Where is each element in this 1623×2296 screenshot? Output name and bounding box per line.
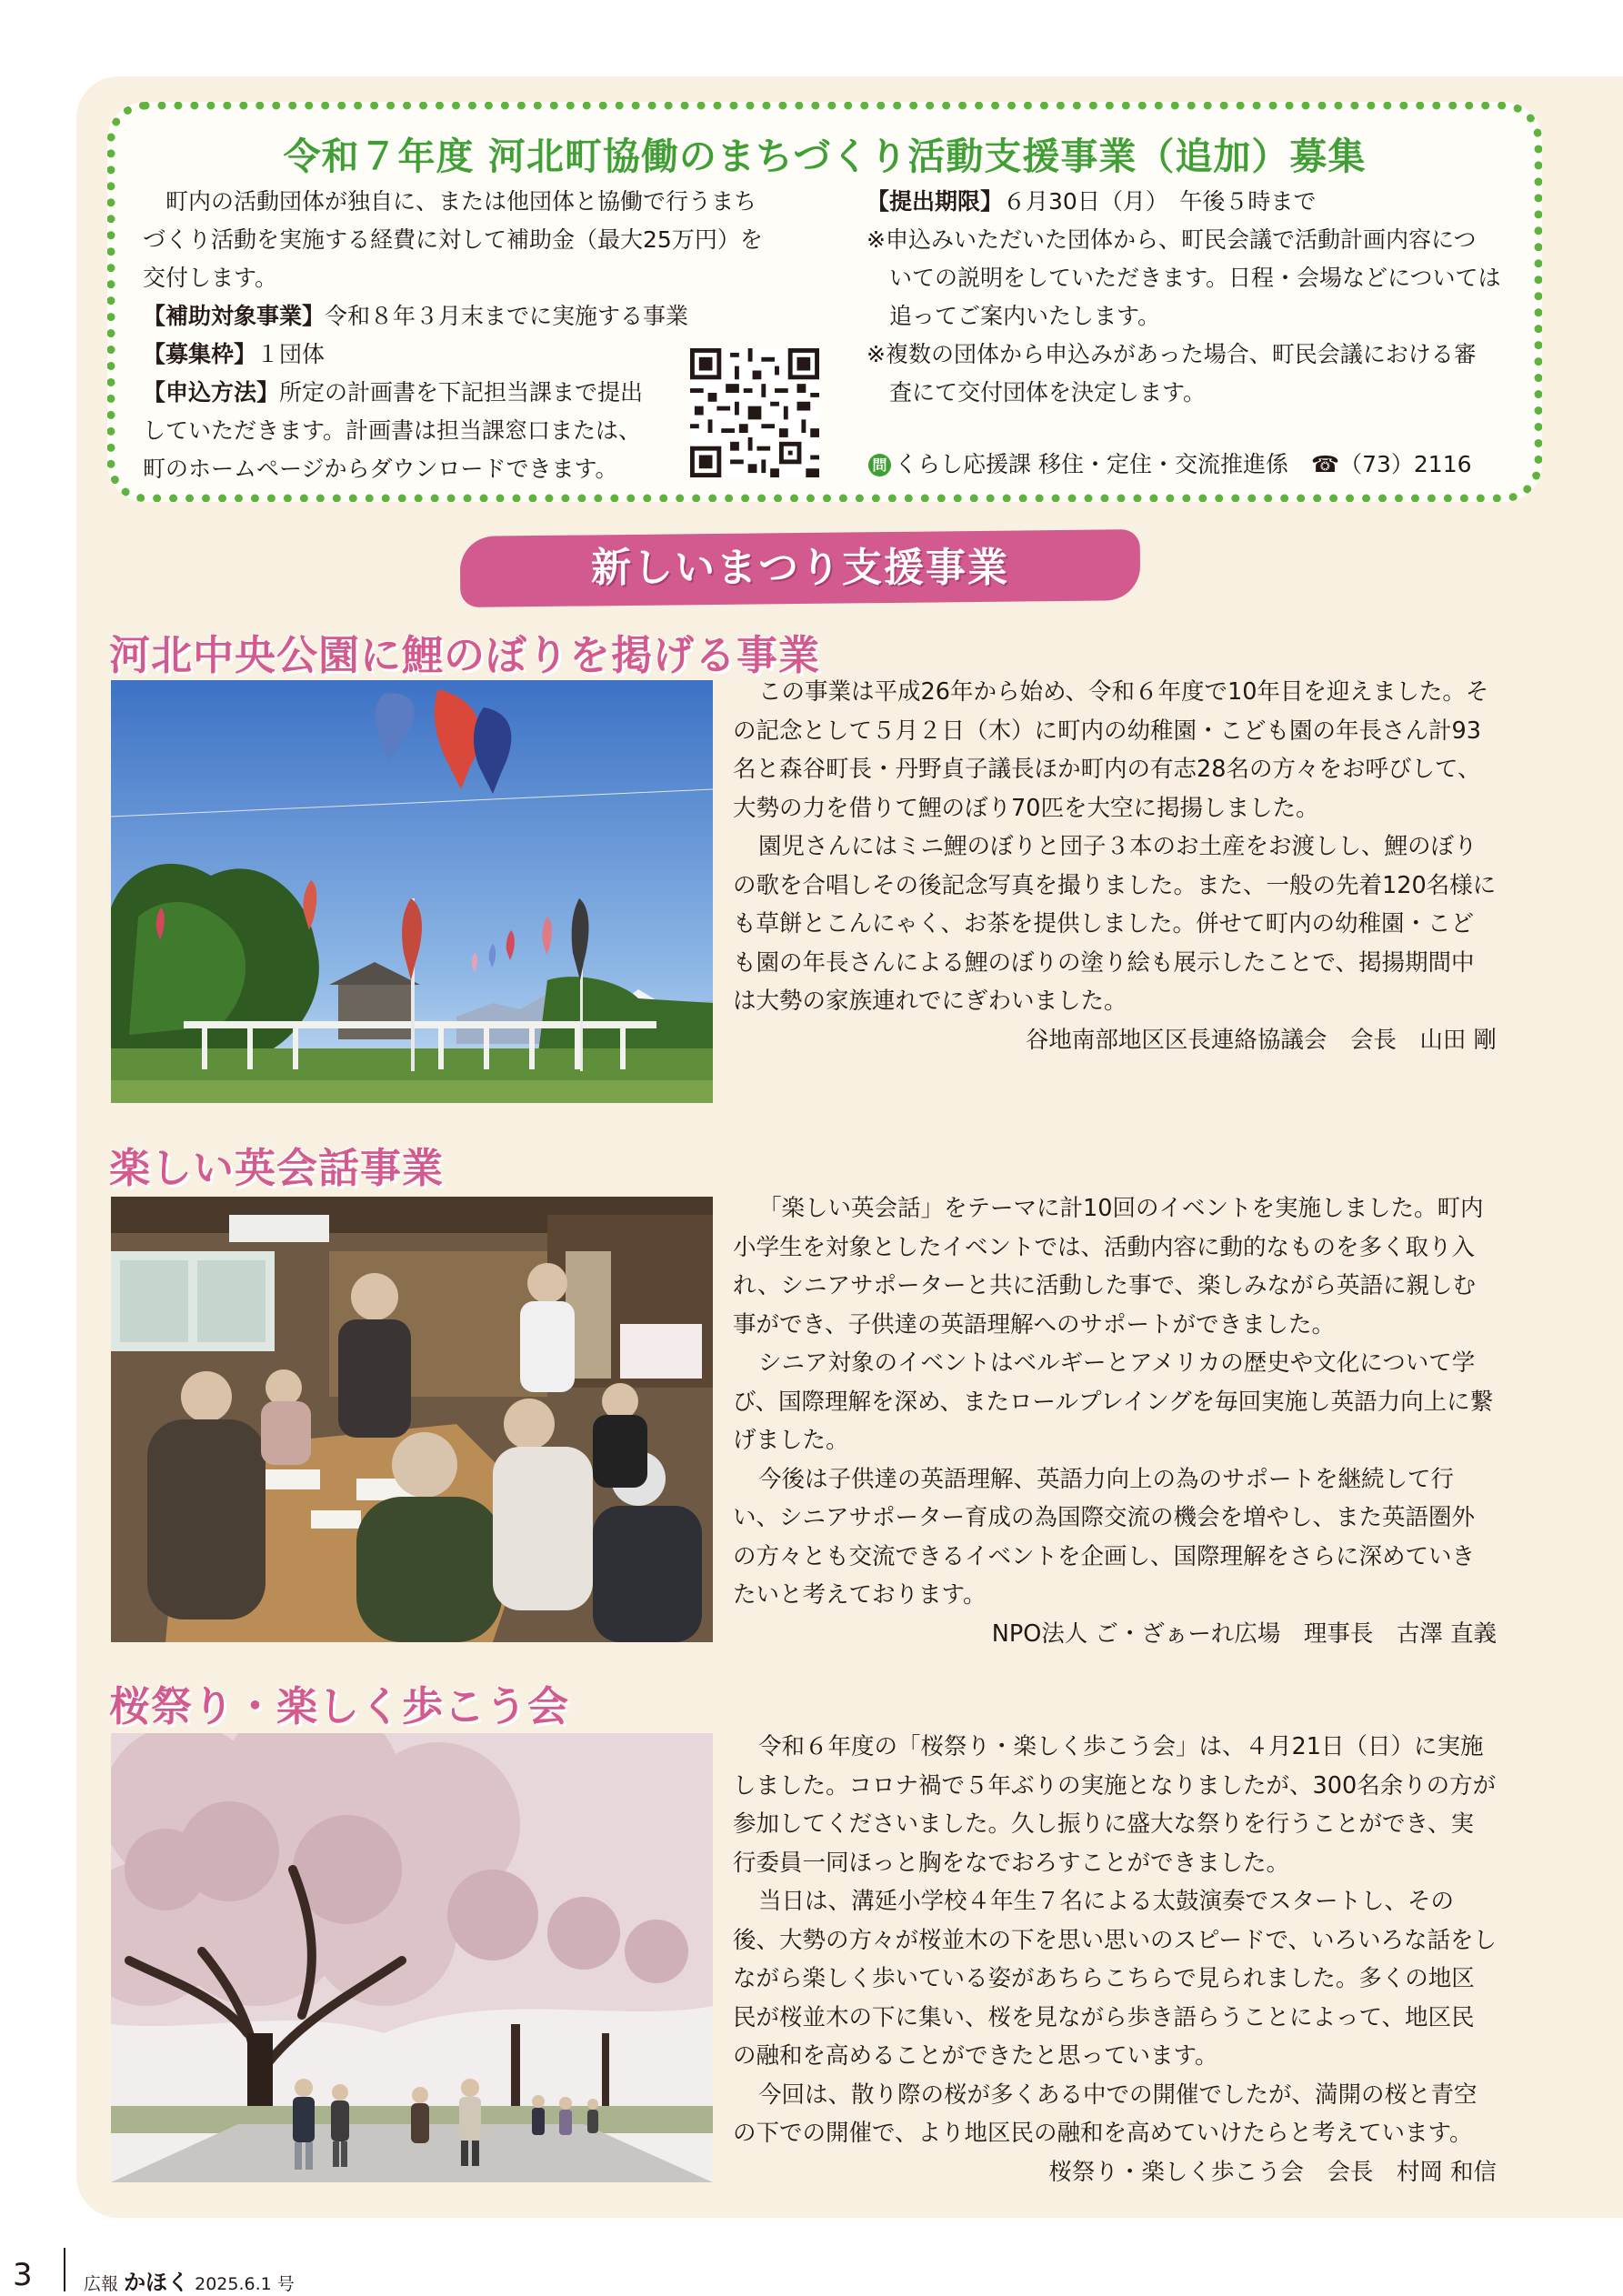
notice-method-line: 町のホームページからダウンロードできます。 xyxy=(143,456,618,482)
notice-item-target: 【補助対象事業】令和８年３月末までに実施する事業 xyxy=(143,303,689,329)
section-title-sakura: 桜祭り・楽しく歩こう会 xyxy=(109,1682,570,1730)
notice-note-line: いての説明をしていただきます。日程・会場などについては xyxy=(867,265,1501,291)
page-number: 3 xyxy=(13,2257,33,2293)
footer-prefix: 広報 xyxy=(84,2274,119,2294)
footer-divider xyxy=(64,2248,65,2291)
notice-intro-line: づくり活動を実施する経費に対して補助金（最大25万円）を xyxy=(143,226,763,253)
notice-note-line: 追ってご案内いたします。 xyxy=(867,303,1161,329)
qr-code-icon[interactable] xyxy=(690,348,819,477)
notice-intro xyxy=(143,183,763,488)
section-signature: 桜祭り・楽しく歩こう会 会長 村岡 和信 xyxy=(1048,2158,1497,2186)
footer-issue: 2025.6.1 号 xyxy=(195,2274,295,2294)
notice-method-line: していただきます。計画書は担当課窓口または、 xyxy=(143,417,642,444)
english-class-photo xyxy=(111,1197,713,1642)
footer-publication xyxy=(84,2264,295,2296)
section-paragraph: 当日は、溝延小学校４年生７名による太鼓演奏でスタートし、その後、大勢の方々が桜並木の下を思い思いのスピードで、いろいろな話をしながら楽しく歩いている姿があちらこちらで見られました。多くの地区民が桜並木の下に集い、桜を見ながら歩き語らうことによって、地区民の融和を高めることができたと思っています。 xyxy=(733,1888,1497,2070)
footer-brand: かほく xyxy=(124,2270,190,2295)
section-paragraph: 園児さんにはミニ鯉のぼりと団子３本のお土産をお渡しし、鯉のぼりの歌を合唱しその後記念写真を撮りました。また、一般の先着120名様にも草餅とこんにゃく、お茶を提供しました。併せて町内の幼稚園・こども園の年長さんによる鯉のぼりの塗り絵も展示したことで、掲揚期間中は大勢の家族連れでにぎわいました。 xyxy=(733,833,1497,1015)
section-body-koinobori xyxy=(733,673,1497,1059)
section-paragraph: この事業は平成26年から始め、令和６年度で10年目を迎えました。その記念として５月２日（木）に町内の幼稚園・こども園の年長さん計93名と森谷町長・丹野貞子議長ほか町内の有志28名の方々をお呼びして、大勢の力を借りて鯉のぼり70匹を大空に掲揚しました。 xyxy=(733,678,1489,822)
koinobori-photo xyxy=(111,680,713,1103)
section-paragraph: シニア対象のイベントはベルギーとアメリカの歴史や文化について学び、国際理解を深め、またロールプレイングを毎回実施し英語力向上に繋げました。 xyxy=(733,1349,1494,1454)
notice-right-column xyxy=(867,183,1501,412)
section-banner: 新しいまつり支援事業 xyxy=(591,545,1009,591)
section-paragraph: 「楽しい英会話」をテーマに計10回のイベントを実施しました。町内小学生を対象としたイベントでは、活動内容に動的なものを多く取り入れ、シニアサポーターと共に活動した事で、楽しみながら英語に親しむ事ができ、子供達の英語理解へのサポートができました。 xyxy=(733,1195,1484,1338)
section-paragraph: 令和６年度の「桜祭り・楽しく歩こう会」は、４月21日（日）に実施しました。コロナ禍で５年ぶりの実施となりましたが、300名余りの方が参加してくださいました。久し振りに盛大な祭りを行うことができ、実行委員一同ほっと胸をなでおろすことができました。 xyxy=(733,1733,1497,1877)
notice-title: 令和７年度 河北町協働のまちづくり活動支援事業（追加）募集 xyxy=(283,135,1367,178)
notice-intro-line: 交付します。 xyxy=(143,265,278,291)
notice-item-quota: 【募集枠】１団体 xyxy=(143,341,326,367)
section-paragraph: 今後は子供達の英語理解、英語力向上の為のサポートを継続して行い、シニアサポーター育成の為国際交流の機会を増やし、また英語圏外の方々とも交流できるイベントを企画し、国際理解をさらに深めていきたいと考えております。 xyxy=(733,1465,1476,1609)
section-paragraph: 今回は、散り際の桜が多くある中での開催でしたが、満開の桜と青空の下での開催で、より地区民の融和を高めていけたらと考えています。 xyxy=(733,2080,1478,2147)
section-signature: 谷地南部地区区長連絡協議会 会長 山田 剛 xyxy=(1025,1026,1497,1054)
notice-note-line: ※複数の団体から申込みがあった場合、町民会議における審 xyxy=(867,341,1477,367)
contact-text: くらし応援課 移住・定住・交流推進係 ☎（73）2116 xyxy=(895,451,1472,477)
notice-note-line: ※申込みいただいた団体から、町民会議で活動計画内容につ xyxy=(867,226,1477,253)
notice-box xyxy=(107,102,1542,502)
section-signature: NPO法人 ご・ざぁーれ広場 理事長 古澤 直義 xyxy=(991,1619,1497,1648)
section-body-sakura xyxy=(733,1728,1497,2191)
contact-info xyxy=(868,446,1472,479)
notice-item-method: 【申込方法】所定の計画書を下記担当課まで提出 xyxy=(143,379,644,406)
section-title-koinobori: 河北中央公園に鯉のぼりを掲げる事業 xyxy=(109,631,821,679)
inquiry-icon: 問 xyxy=(868,454,891,476)
notice-intro-line: 町内の活動団体が独自に、または他団体と協働で行うまち xyxy=(143,188,757,215)
section-title-english: 楽しい英会話事業 xyxy=(109,1144,445,1192)
sakura-walk-photo xyxy=(111,1733,713,2182)
section-body-english xyxy=(733,1189,1497,1653)
notice-deadline: 【提出期限】６月30日（月） 午後５時まで xyxy=(867,188,1317,215)
notice-note-line: 査にて交付団体を決定します。 xyxy=(867,379,1207,406)
